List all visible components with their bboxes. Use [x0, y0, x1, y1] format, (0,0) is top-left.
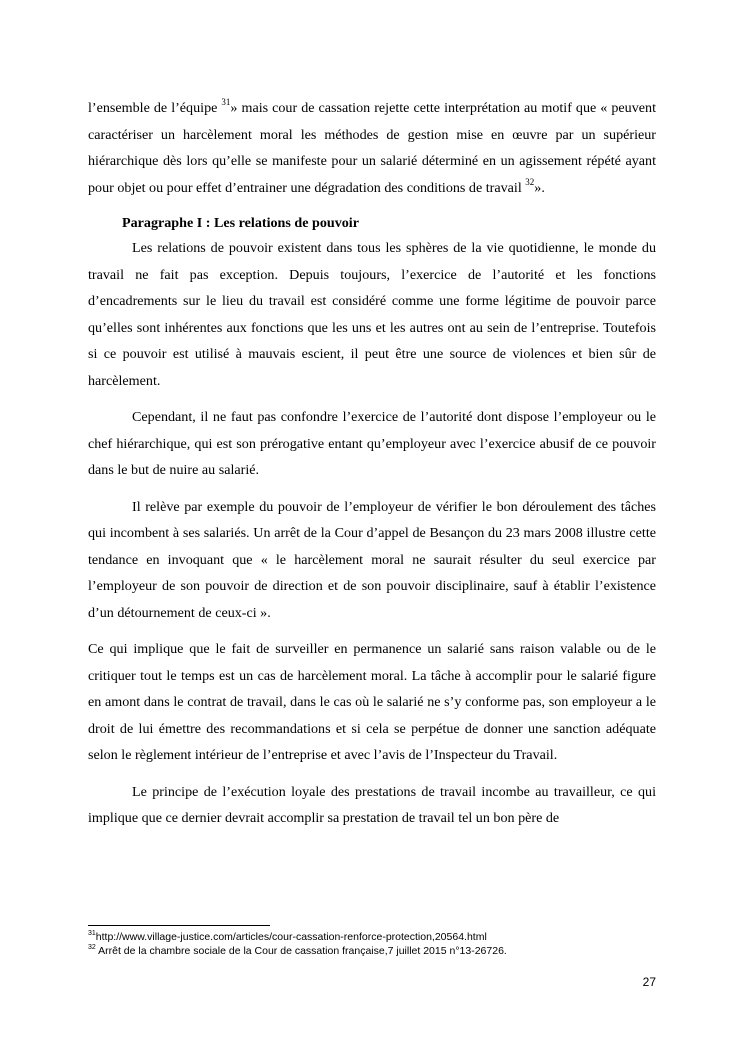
footnote-ref-32: 32 [525, 176, 535, 187]
page-number: 27 [642, 975, 656, 989]
paragraph-4: Ce qui implique que le fait de surveiller en permanence un salarié sans raison valable ou de le critiquer tout le temps est un cas de harcèlement moral. La tâche à accomplir pour le salarié figure en amont dans le contrat de travail, dans le cas où le salarié ne s’y conforme pas, son employeur a le droit de lui émettre des recommandations et si cela se perpétue de donner une sanction adéquate selon le règlement intérieur de l’entreprise et avec l’avis de l’Inspecteur du Travail. [88, 641, 656, 763]
footnote-32: $^{32}$ Arrêt de la chambre sociale de la Cour de cassation française,7 juillet 2015 n°13-26726. [88, 943, 507, 957]
paragraph-continuation: l’ensemble de l’équipe $^{31}$» mais cour de cassation rejette cette interprétation au motif que « peuvent caractériser un harcèlement moral les méthodes de gestion mise en œuvre par un supérieur hiérarchique dès lors qu’elle se manifeste pour un salarié déterminé en un agissement répété ayant pour objet ou pour effet d’entrainer une dégradation des conditions de travail $^{32}$». [88, 97, 656, 196]
footnote-link[interactable]: http://www.village-justice.com/articles/cour-cassation-renforce-protection,20564.html [95, 931, 487, 943]
paragraph-3: Il relève par exemple du pouvoir de l’employeur de vérifier le bon déroulement des tâches qui incombent à ses salariés. Un arrêt de la Cour d’appel de Besançon du 23 mars 2008 illustre cette tendance en invoquant que « le harcèlement moral ne saurait résulter du seul exercice par l’employeur de son pouvoir de direction et de son pouvoir disciplinaire, sauf à établir l’existence d’un détournement de ceux-ci ». [88, 498, 656, 621]
footnote-divider [88, 925, 270, 926]
section-heading: Paragraphe I : Les relations de pouvoir [122, 215, 359, 231]
paragraph-5: Le principe de l’exécution loyale des prestations de travail incombe au travailleur, ce qui implique que ce dernier devrait accomplir sa prestation de travail tel un bon père de [88, 783, 656, 826]
footnote-31: $^{31}$http://www.village-justice.com/articles/cour-cassation-renforce-protection,20564.html [88, 929, 487, 943]
body-text [88, 95, 656, 832]
footnote-ref-31: 31 [221, 97, 231, 108]
footnotes [88, 930, 688, 958]
paragraph-2: Cependant, il ne faut pas confondre l’exercice de l’autorité dont dispose l’employeur ou le chef hiérarchique, qui est son prérogative entant qu’employeur avec l’exercice abusif de ce pouvoir dans le but de nuire au salarié. [88, 409, 656, 478]
paragraph-1: Les relations de pouvoir existent dans tous les sphères de la vie quotidienne, le monde du travail ne fait pas exception. Depuis toujours, l’exercice de l’autorité et les fonctions d’encadrements sur le lieu du travail est considéré comme une forme légitime de pouvoir parce qu’elles sont inhérentes aux fonctions que les uns et les autres ont au sein de l’entreprise. Toutefois si ce pouvoir est utilisé à mauvais escient, il peut être une source de violences et bien sûr de harcèlement. [88, 240, 656, 389]
